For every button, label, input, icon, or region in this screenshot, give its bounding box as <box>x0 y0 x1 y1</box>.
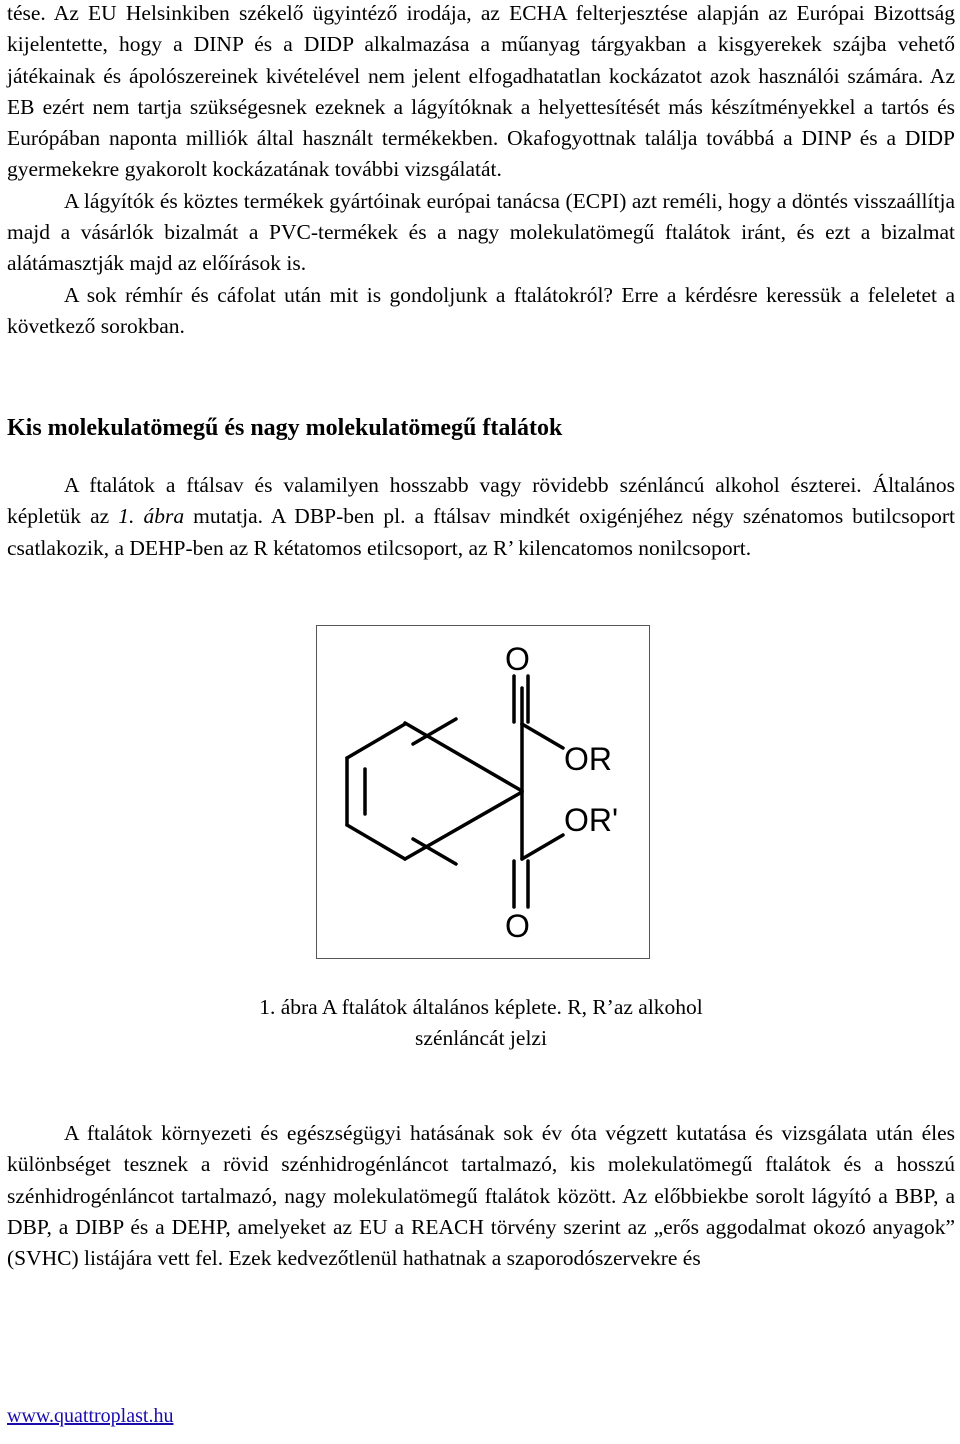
paragraph-4-part-2: mutatja. A DBP-ben pl. a ftálsav mindkét oxigénjéhez négy szénatomos butilcsoport csatlakozik, a DEHP-ben az R kétatomos etilcsoport, az R’ kilencatomos nonilcsoport. <box>7 504 955 560</box>
ring-bond <box>347 724 405 758</box>
carbonyl-bond-chain <box>522 835 563 859</box>
bottom-oxygen-label: O <box>505 908 530 944</box>
paragraph-3: A sok rémhír és cáfolat után mit is gondoljunk a ftalátokról? Erre a kérdésre keressük a feleletet a következő sorokban. <box>7 282 955 338</box>
website-link[interactable]: www.quattroplast.hu <box>7 1405 174 1427</box>
caption-line-2: szénláncát jelzi <box>415 1026 547 1051</box>
ring-bond <box>405 723 522 791</box>
paragraph-5: A ftalátok környezeti és egészségügyi hatásának sok év óta végzett kutatása és vizsgálata után éles különbséget tesznek a rövid szénhidrogénláncot tartalmazó, kis molekulatömegű ftalátok és a hosszú szénhidrogénláncot tartalmazó, nagy molekulatömegű ftalátok között. Az előbbiekbe sorolt lágyító a BBP, a DBP, a DIBP és a DEHP, amelyeket az EU a REACH törvény szerint az „erős aggodalmat okozó anyagok” (SVHC) listájára vett fel. Ezek kedvezőtlenül hathatnak a szaporodószervekre és <box>7 1121 955 1271</box>
ester-2-label: OR' <box>564 802 619 838</box>
figure-reference: 1. ábra <box>118 504 185 529</box>
health-block <box>7 1118 955 1274</box>
top-oxygen-label: O <box>505 641 530 677</box>
phthalate-structure-diagram <box>317 626 648 957</box>
paragraph-1: tése. Az EU Helsinkiben székelő ügyintéző irodája, az ECHA felterjesztése alapján az Európai Bizottság kijelentette, hogy a DINP és a DIDP alkalmazása a műanyag tárgyakban a kisgyerekek szájba vehető játékainak és ápolószereinek kivételével nem jelent elfogadhatatlan kockázatot azok használói számára. Az EB ezért nem tartja szükségesnek ezeknek a lágyítóknak a helyettesítését más készítményekkel a tartós és Európában naponta milliók által használt termékekben. Okafogyottnak találja továbbá a DINP és a DIDP gyermekekre gyakorolt kockázatának további vizsgálatát. <box>7 1 955 182</box>
paragraph-4 <box>7 470 955 564</box>
ring-bond <box>405 792 522 859</box>
definition-block <box>7 470 955 564</box>
intro-block <box>7 0 955 342</box>
ring-bond <box>347 825 405 859</box>
carbonyl-bond-chain <box>522 724 563 748</box>
section-heading: Kis molekulatömegű és nagy molekulatömegű ftalátok <box>7 415 563 441</box>
paragraph-2: A lágyítók és köztes termékek gyártóinak európai tanácsa (ECPI) azt reméli, hogy a döntés visszaállítja majd a vásárlók bizalmát a PVC-termékek és a nagy molekulatömegű ftalátok iránt, és ezt a bizalmat alátámasztják majd az előírások is. <box>7 188 955 276</box>
caption-line-1: 1. ábra A ftalátok általános képlete. R, R’az alkohol <box>259 995 703 1019</box>
paragraph-4-part-1: A ftalátok a ftálsav és valamilyen hosszabb vagy rövidebb szénláncú alkohol észterei. Általános képletük az <box>7 473 955 529</box>
figure-caption <box>7 992 955 1055</box>
phthalate-structure-figure <box>316 625 650 959</box>
ester-1-label: OR <box>564 741 612 777</box>
